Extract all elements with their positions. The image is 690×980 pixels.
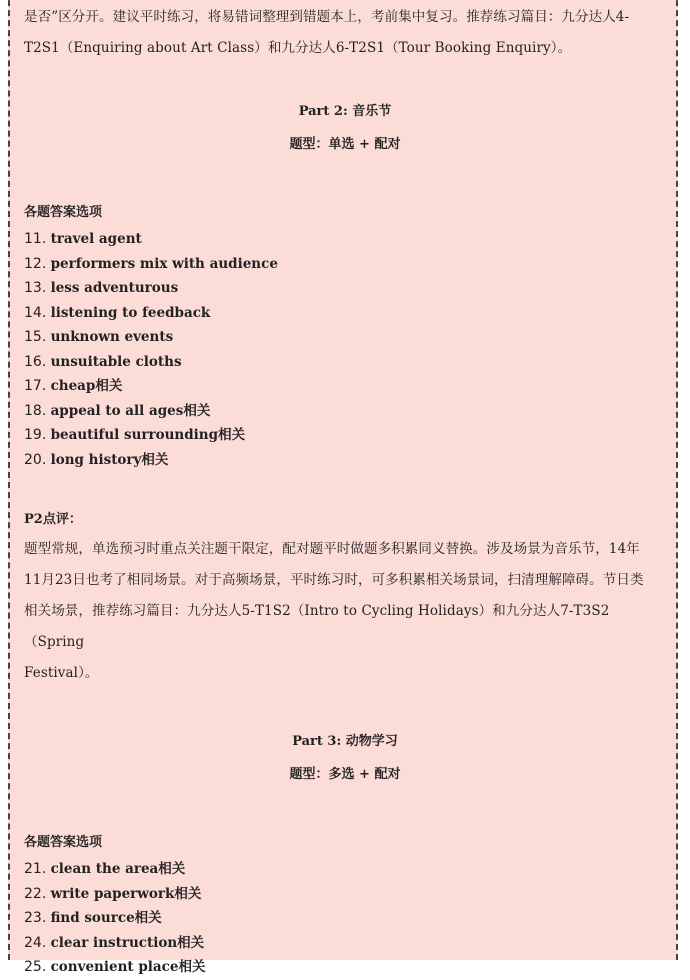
part3-title: Part 3: 动物学习: [292, 734, 398, 749]
list-item: [24, 448, 666, 473]
part2-type: 题型：单选 + 配对: [289, 137, 401, 152]
part2-answers-label: 各题答案选项: [24, 205, 103, 220]
list-item: [24, 374, 666, 399]
list-item: [24, 252, 666, 277]
list-item: [24, 301, 666, 326]
item-text: unsuitable cloths: [50, 353, 182, 370]
part2-title: Part 2: 音乐节: [298, 104, 392, 119]
item-number: 19.: [24, 427, 47, 443]
item-text: appeal to all ages相关: [50, 402, 211, 419]
list-item: [24, 955, 666, 980]
item-number: 21.: [24, 861, 47, 877]
item-text: travel agent: [50, 231, 142, 247]
item-text: long history相关: [50, 451, 169, 468]
item-text: cheap相关: [50, 378, 123, 394]
item-number: 16.: [24, 353, 47, 370]
item-text: write paperwork相关: [50, 885, 202, 902]
intro-line-1: 是否”区分开。建议平时练习，将易错词整理到错题本上，考前集中复习。推荐练习篇目：九分达人4-: [24, 9, 630, 25]
item-number: 20.: [24, 451, 47, 468]
item-number: 24.: [24, 934, 47, 951]
list-item: [24, 857, 666, 882]
item-number: 22.: [24, 885, 47, 902]
item-text: clean the area相关: [50, 861, 186, 877]
item-number: 17.: [24, 378, 47, 394]
part2-comment-label: P2点评：: [24, 512, 82, 527]
list-item: [24, 882, 666, 907]
list-item: [24, 399, 666, 424]
item-text: beautiful surrounding相关: [50, 427, 246, 443]
list-item: [24, 931, 666, 956]
item-number: 18.: [24, 402, 47, 419]
item-number: 25.: [24, 959, 47, 975]
item-text: unknown events: [50, 329, 174, 345]
part3-answer-list: [24, 857, 666, 980]
item-text: listening to feedback: [50, 304, 211, 321]
item-number: 13.: [24, 280, 47, 296]
part2-answer-list: [24, 227, 666, 472]
part3-type: 题型：多选 + 配对: [289, 767, 401, 782]
list-item: [24, 906, 666, 931]
list-item: [24, 423, 666, 448]
part3-answers-label: 各题答案选项: [24, 835, 103, 850]
item-text: find source相关: [50, 910, 162, 926]
article-content: [24, 2, 666, 980]
intro-line-2: T2S1（Enquiring about Art Class）和九分达人6-T2S1（Tour Booking Enquiry）。: [24, 40, 572, 56]
list-item: [24, 325, 666, 350]
item-text: less adventurous: [50, 280, 179, 296]
part2-comment-line-1: 题型常规，单选预习时重点关注题干限定，配对题平时做题多积累同义替换。涉及场景为音乐节，14年: [24, 541, 640, 557]
list-item: [24, 276, 666, 301]
part2-comment-line-2: 11月23日也考了相同场景。对于高频场景，平时练习时，可多积累相关场景词，扫清理解障碍。节日类: [24, 572, 644, 588]
list-item: [24, 227, 666, 252]
item-number: 11.: [24, 231, 47, 247]
part2-comment-line-3: 相关场景，推荐练习篇目：九分达人5-T1S2（Intro to Cycling Holidays）和九分达人7-T3S2（Spring: [24, 603, 610, 650]
part2-comment-line-4: Festival）。: [24, 665, 99, 681]
item-text: clear instruction相关: [50, 934, 205, 951]
item-number: 14.: [24, 304, 47, 321]
list-item: [24, 350, 666, 375]
item-number: 15.: [24, 329, 47, 345]
item-text: convenient place相关: [50, 959, 206, 975]
item-text: performers mix with audience: [50, 255, 278, 272]
item-number: 23.: [24, 910, 47, 926]
item-number: 12.: [24, 255, 47, 272]
article-card: [8, 0, 678, 975]
